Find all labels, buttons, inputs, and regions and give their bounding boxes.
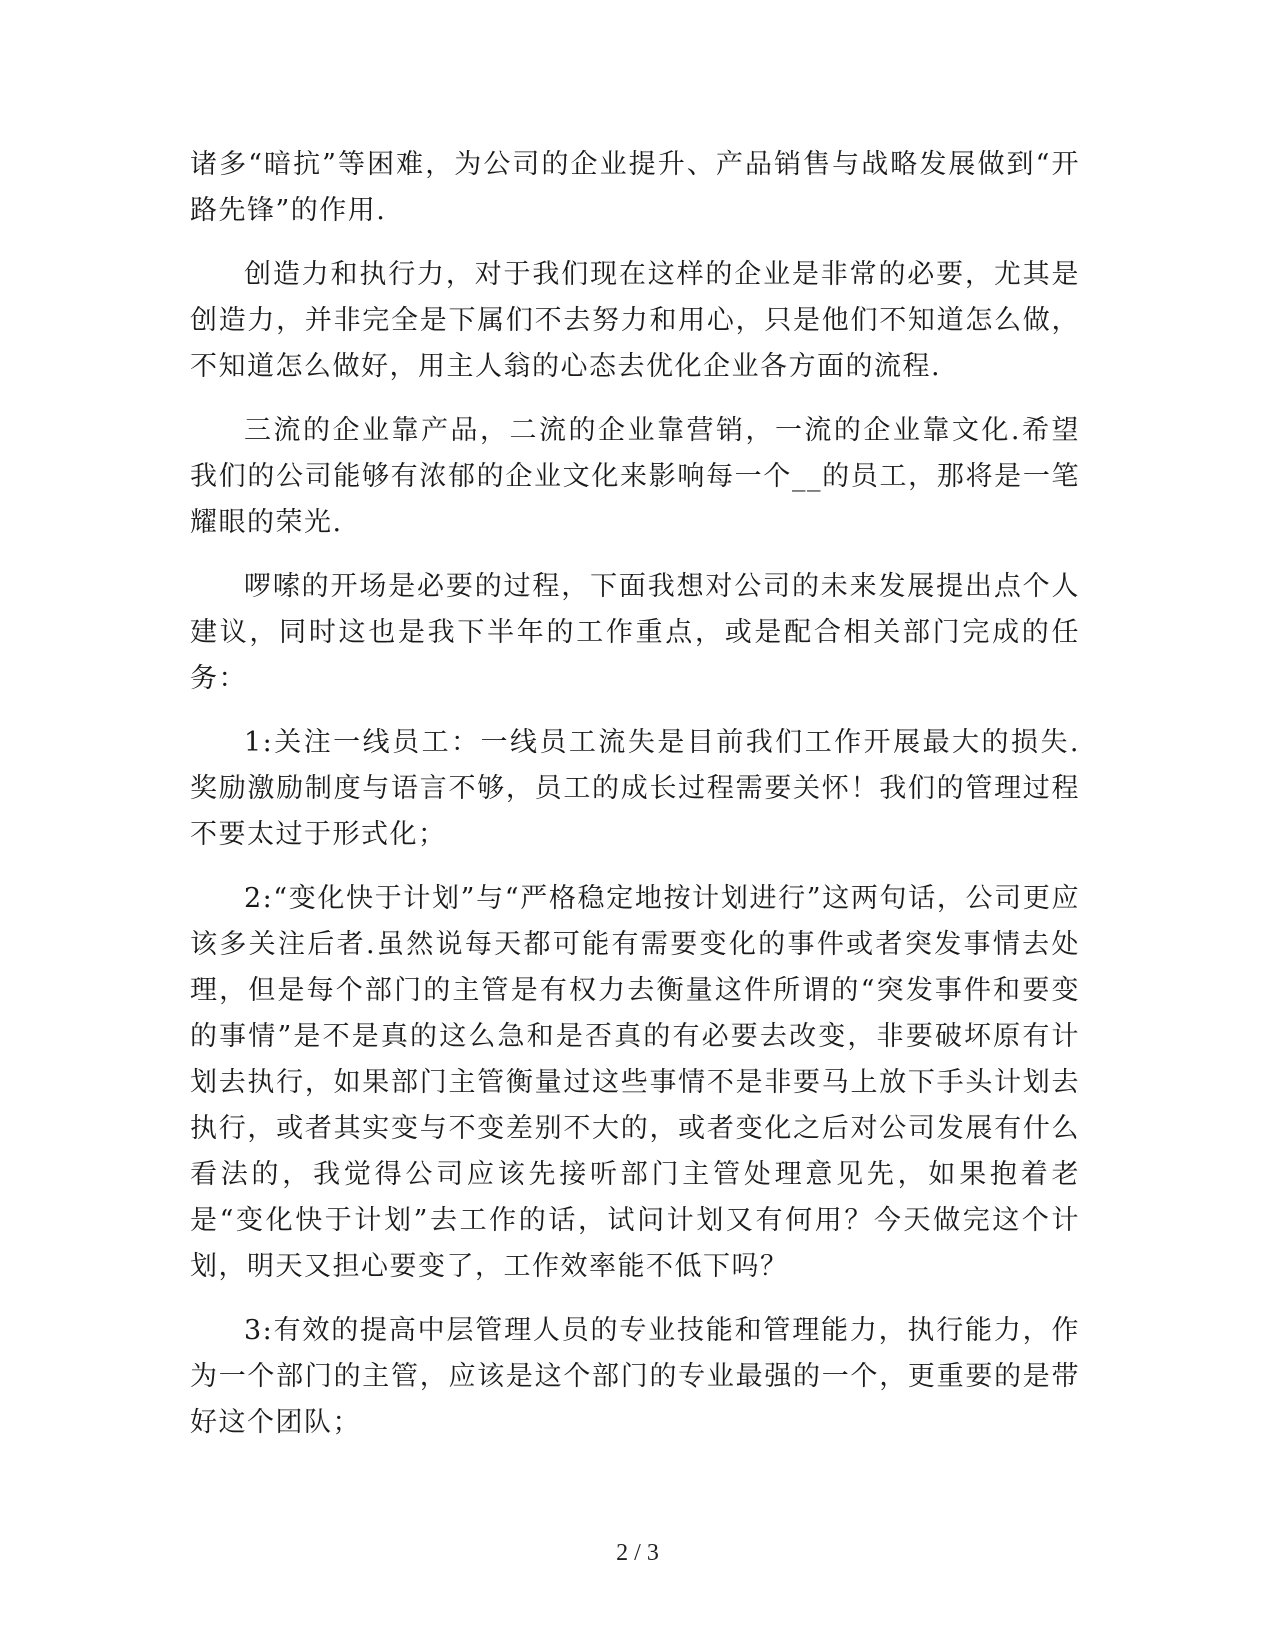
paragraph: 3:有效的提高中层管理人员的专业技能和管理能力，执行能力，作为一个部门的主管，应该是这个部门的专业最强的一个，更重要的是带好这个团队； <box>190 1315 1080 1438</box>
paragraph: 1:关注一线员工：一线员工流失是目前我们工作开展最大的损失.奖励激励制度与语言不够，员工的成长过程需要关怀！我们的管理过程不要太过于形式化； <box>190 727 1080 850</box>
paragraph: 三流的企业靠产品，二流的企业靠营销，一流的企业靠文化.希望我们的公司能够有浓郁的企业文化来影响每一个__的员工，那将是一笔耀眼的荣光. <box>190 415 1080 538</box>
paragraph: 2:“变化快于计划”与“严格稳定地按计划进行”这两句话，公司更应该多关注后者.虽然说每天都可能有需要变化的事件或者突发事情去处理，但是每个部门的主管是有权力去衡量这件所谓的“突发事件和要变的事情”是不是真的这么急和是否真的有必要去改变，非要破坏原有计划去执行，如果部门主管衡量过这些事情不是非要马上放下手头计划去执行，或者其实变与不变差别不大的，或者变化之后对公司发展有什么看法的，我觉得公司应该先接听部门主管处理意见先，如果抱着老是“变化快于计划”去工作的话，试问计划又有何用？今天做完这个计划，明天又担心要变了，工作效率能不低下吗？ <box>190 883 1080 1282</box>
document-body <box>190 142 1080 1464</box>
paragraph: 创造力和执行力，对于我们现在这样的企业是非常的必要，尤其是创造力，并非完全是下属们不去努力和用心，只是他们不知道怎么做，不知道怎么做好，用主人翁的心态去优化企业各方面的流程. <box>190 259 1080 382</box>
paragraph: 诸多“暗抗”等困难，为公司的企业提升、产品销售与战略发展做到“开路先锋”的作用. <box>190 149 1080 226</box>
page-number: 2 / 3 <box>616 1540 659 1566</box>
paragraph: 啰嗦的开场是必要的过程，下面我想对公司的未来发展提出点个人建议，同时这也是我下半年的工作重点，或是配合相关部门完成的任务： <box>190 571 1080 694</box>
